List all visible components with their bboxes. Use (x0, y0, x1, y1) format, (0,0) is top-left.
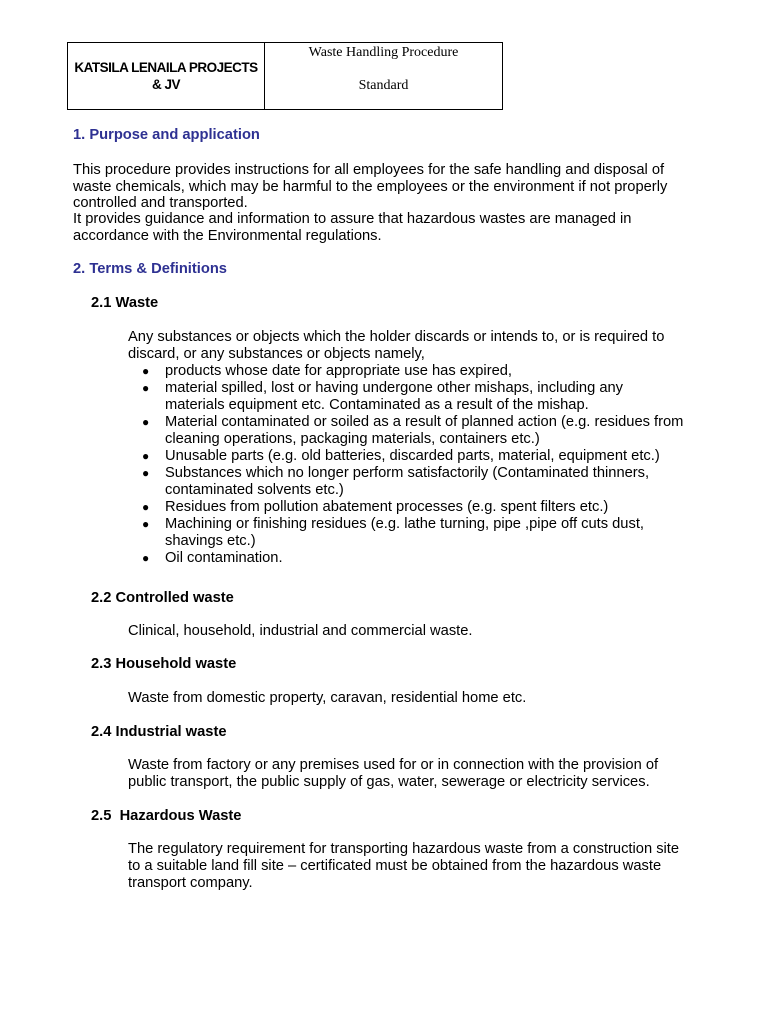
bullet-icon: ● (142, 517, 150, 531)
bullet-icon: ● (142, 551, 150, 565)
subsection-2-1-heading: 2.1 Waste (91, 295, 159, 311)
hazardous-waste-line: to a suitable land fill site – certificated must be obtained from the hazardous waste (128, 858, 662, 874)
subsection-2-3-heading: 2.3 Household waste (91, 656, 237, 672)
subsection-2-4-heading: 2.4 Industrial waste (91, 724, 227, 740)
subsection-2-2-heading: 2.2 Controlled waste (91, 590, 234, 606)
industrial-waste-line: Waste from factory or any premises used for or in connection with the provision of (128, 757, 659, 773)
list-item: ● products whose date for appropriate use has expired, (142, 363, 512, 379)
waste-examples-list (128, 363, 683, 567)
list-item: ● Oil contamination. (142, 550, 283, 566)
company-name-line1: KATSILA LENAILA PROJECTS (74, 60, 258, 75)
section-1-heading: 1. Purpose and application (73, 127, 260, 143)
bullet-icon: ● (142, 466, 150, 480)
list-item: ● Unusable parts (e.g. old batteries, discarded parts, material, equipment etc.) (142, 448, 660, 464)
hazardous-waste-line: The regulatory requirement for transporting hazardous waste from a construction site (128, 841, 680, 857)
document-title: Waste Handling Procedure (308, 45, 459, 60)
waste-intro-line: discard, or any substances or objects namely, (128, 346, 425, 362)
document-header-table (67, 42, 503, 110)
section-1-line: It provides guidance and information to assure that hazardous wastes are managed in (73, 211, 632, 227)
bullet-icon: ● (142, 364, 150, 378)
section-1-line: accordance with the Environmental regulations. (73, 228, 382, 244)
list-item: ● Residues from pollution abatement processes (e.g. spent filters etc.) (142, 499, 609, 515)
household-waste-body: Waste from domestic property, caravan, residential home etc. (128, 690, 527, 706)
hazardous-waste-line: transport company. (128, 875, 253, 891)
document-info (265, 43, 502, 109)
bullet-icon: ● (142, 415, 150, 429)
list-item: ● Substances which no longer perform satisfactorily (Contaminated thinners, contaminated solvents etc.) (142, 465, 650, 498)
controlled-waste-body: Clinical, household, industrial and commercial waste. (128, 623, 473, 639)
section-1-line: controlled and transported. (73, 195, 248, 211)
subsection-2-5-heading: 2.5 Hazardous Waste (91, 808, 242, 824)
bullet-icon: ● (142, 449, 150, 463)
bullet-icon: ● (142, 500, 150, 514)
section-2-heading: 2. Terms & Definitions (73, 261, 227, 277)
list-item: ● Material contaminated or soiled as a result of planned action (e.g. residues from cleaning operations, packaging materials, containers etc.) (142, 414, 684, 447)
document-type: Standard (358, 78, 409, 93)
company-name (68, 43, 265, 109)
industrial-waste-line: public transport, the public supply of gas, water, sewerage or electricity services. (128, 774, 650, 790)
list-item: ● material spilled, lost or having undergone other mishaps, including any materials equipment etc. Contaminated as a result of the mishap. (142, 380, 624, 413)
list-item: ● Machining or finishing residues (e.g. lathe turning, pipe ,pipe off cuts dust, shavings etc.) (142, 516, 644, 549)
section-1-line: This procedure provides instructions for all employees for the safe handling and disposal of (73, 162, 665, 178)
bullet-icon: ● (142, 381, 150, 395)
company-name-line2: & JV (151, 77, 180, 92)
waste-intro-line: Any substances or objects which the holder discards or intends to, or is required to (128, 329, 665, 345)
section-1-line: waste chemicals, which may be harmful to the employees or the environment if not properly (73, 179, 668, 195)
